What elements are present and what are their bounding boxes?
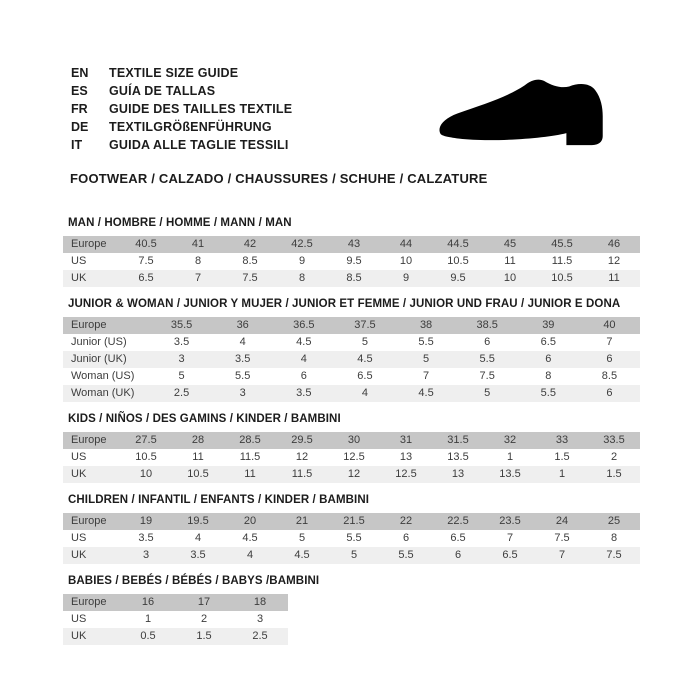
size-cell: 2.5: [173, 387, 190, 399]
size-cell: 21: [295, 515, 309, 527]
size-cell: 19.5: [187, 515, 209, 527]
table-row: [63, 466, 640, 483]
size-cell: 0.5: [140, 630, 156, 642]
size-cell: 8: [194, 255, 202, 267]
row-label: Europe: [71, 238, 107, 250]
section-title: JUNIOR & WOMAN / JUNIOR Y MUJER / JUNIOR ET FEMME / JUNIOR UND FRAU / JUNIOR E DONA: [68, 298, 621, 310]
size-table: [63, 236, 640, 287]
size-cell: 12.5: [343, 451, 365, 463]
category-heading: FOOTWEAR / CALZADO / CHAUSSURES / SCHUHE / CALZATURE: [70, 171, 488, 186]
size-cell: 36.5: [293, 319, 315, 331]
size-section: [63, 493, 640, 564]
row-label: Europe: [71, 319, 107, 331]
table-row: [63, 513, 640, 530]
size-cell: 10: [139, 468, 153, 480]
language-label: TEXTILE SIZE GUIDE: [109, 66, 239, 80]
size-cell: 44.5: [447, 238, 469, 250]
size-cell: 13.5: [499, 468, 521, 480]
size-cell: 8: [545, 370, 552, 382]
size-cell: 44: [399, 238, 413, 250]
section-title: KIDS / NIÑOS / DES GAMINS / KINDER / BAMBINI: [68, 413, 341, 425]
size-cell: 1: [558, 468, 566, 480]
language-row: [71, 82, 292, 100]
language-label: TEXTILGRÖßENFÜHRUNG: [109, 120, 272, 134]
size-cell: 4.5: [418, 387, 434, 399]
size-cell: 11: [504, 255, 516, 267]
table-row: [63, 449, 640, 466]
size-cell: 38.5: [476, 319, 498, 331]
table-row: [63, 385, 640, 402]
size-cell: 23.5: [499, 515, 521, 527]
size-cell: 41: [191, 238, 205, 250]
table-row: [63, 351, 640, 368]
size-cell: 16: [141, 596, 155, 608]
size-cell: 4: [239, 336, 246, 348]
table-row: [63, 317, 640, 334]
size-cell: 3: [239, 387, 246, 399]
table-row: [63, 270, 640, 287]
size-cell: 6.5: [450, 532, 466, 544]
row-label: Junior (US): [71, 336, 127, 348]
size-cell: 7: [558, 549, 566, 561]
size-cell: 2: [610, 451, 618, 463]
size-cell: 9: [298, 255, 306, 267]
table-row: [63, 628, 288, 645]
row-label: US: [71, 255, 87, 267]
size-cell: 29.5: [291, 434, 313, 446]
size-cell: 6: [606, 387, 613, 399]
size-cell: 21.5: [343, 515, 365, 527]
language-row: [71, 64, 292, 82]
language-code: ES: [71, 84, 88, 98]
size-cell: 5.5: [398, 549, 414, 561]
section-title: MAN / HOMBRE / HOMME / MANN / MAN: [68, 217, 292, 229]
size-cell: 28.5: [239, 434, 261, 446]
language-row: [71, 100, 292, 118]
size-cell: 6.5: [357, 370, 373, 382]
size-table: [63, 432, 640, 483]
size-cell: 5.5: [346, 532, 362, 544]
row-label: UK: [71, 549, 87, 561]
size-cell: 25: [607, 515, 621, 527]
size-cell: 10.5: [187, 468, 209, 480]
size-cell: 18: [253, 596, 267, 608]
size-cell: 6.5: [138, 272, 154, 284]
header-area: [63, 64, 640, 161]
size-cell: 36: [236, 319, 249, 331]
language-label: GUIDE DES TAILLES TEXTILE: [109, 102, 293, 116]
size-cell: 13.5: [447, 451, 469, 463]
size-cell: 1.5: [606, 468, 622, 480]
size-cell: 33: [555, 434, 569, 446]
row-label: US: [71, 451, 87, 463]
size-cell: 9.5: [450, 272, 466, 284]
size-cell: 11: [608, 272, 620, 284]
size-cell: 13: [451, 468, 465, 480]
size-cell: 40.5: [135, 238, 157, 250]
table-row: [63, 253, 640, 270]
size-cell: 39: [542, 319, 555, 331]
size-section: [63, 297, 640, 402]
size-cell: 19: [139, 515, 153, 527]
table-row: [63, 547, 640, 564]
size-cell: 4.5: [242, 532, 258, 544]
size-table: [63, 317, 640, 402]
size-cell: 5: [361, 336, 368, 348]
table-row: [63, 334, 640, 351]
language-code: EN: [71, 66, 89, 80]
language-label: GUIDA ALLE TAGLIE TESSILI: [109, 138, 289, 152]
section-title: BABIES / BEBÉS / BÉBÉS / BABYS /BAMBINI: [68, 575, 320, 587]
size-cell: 5: [298, 532, 306, 544]
language-code: FR: [71, 102, 88, 116]
size-tables: [63, 216, 640, 645]
size-cell: 5: [423, 353, 430, 365]
size-cell: 17: [197, 596, 211, 608]
size-cell: 4: [361, 387, 368, 399]
size-cell: 40: [603, 319, 616, 331]
size-cell: 5.5: [235, 370, 251, 382]
shoe-icon: [435, 66, 640, 161]
language-row: [71, 118, 292, 136]
table-row: [63, 236, 640, 253]
size-cell: 1.5: [196, 630, 212, 642]
size-cell: 8.5: [346, 272, 362, 284]
size-cell: 12.5: [395, 468, 417, 480]
size-cell: 3.5: [235, 353, 251, 365]
size-cell: 7: [606, 336, 613, 348]
size-cell: 33.5: [603, 434, 625, 446]
size-cell: 30: [347, 434, 361, 446]
size-cell: 7: [194, 272, 202, 284]
size-cell: 1: [506, 451, 514, 463]
size-cell: 5: [484, 387, 491, 399]
size-cell: 3.5: [296, 387, 312, 399]
size-section: [63, 412, 640, 483]
language-label: GUÍA DE TALLAS: [109, 84, 216, 98]
size-section: [63, 216, 640, 287]
row-label: UK: [71, 272, 87, 284]
table-row: [63, 530, 640, 547]
table-row: [63, 611, 288, 628]
size-cell: 7.5: [479, 370, 495, 382]
size-cell: 10.5: [551, 272, 573, 284]
table-row: [63, 368, 640, 385]
size-cell: 12: [347, 468, 361, 480]
size-cell: 10: [399, 255, 413, 267]
size-cell: 6: [300, 370, 307, 382]
size-cell: 6: [454, 549, 462, 561]
size-cell: 4: [194, 532, 202, 544]
size-cell: 42.5: [291, 238, 313, 250]
language-code: IT: [71, 138, 83, 152]
row-label: Europe: [71, 596, 107, 608]
size-cell: 8.5: [601, 370, 618, 382]
row-label: Woman (UK): [71, 387, 135, 399]
size-cell: 3: [142, 549, 150, 561]
size-cell: 20: [243, 515, 257, 527]
size-cell: 46: [607, 238, 621, 250]
size-cell: 5: [350, 549, 358, 561]
size-cell: 11.5: [239, 451, 261, 463]
size-cell: 31.5: [447, 434, 469, 446]
size-cell: 28: [191, 434, 205, 446]
table-row: [63, 594, 288, 611]
size-cell: 11: [192, 451, 204, 463]
size-cell: 6.5: [502, 549, 518, 561]
size-cell: 6: [606, 353, 613, 365]
size-cell: 2: [200, 613, 208, 625]
size-cell: 3.5: [190, 549, 206, 561]
size-cell: 7.5: [138, 255, 154, 267]
row-label: Europe: [71, 515, 107, 527]
size-cell: 4.5: [294, 549, 310, 561]
size-cell: 5.5: [418, 336, 434, 348]
language-row: [71, 136, 292, 154]
size-cell: 1: [144, 613, 152, 625]
size-table: [63, 513, 640, 564]
size-cell: 3.5: [173, 336, 190, 348]
size-cell: 10.5: [447, 255, 469, 267]
row-label: Woman (US): [71, 370, 135, 382]
size-cell: 43: [347, 238, 361, 250]
size-cell: 4: [246, 549, 254, 561]
row-label: UK: [71, 630, 87, 642]
size-cell: 37.5: [354, 319, 376, 331]
size-cell: 3: [256, 613, 264, 625]
size-cell: 38: [419, 319, 433, 331]
size-cell: 11.5: [551, 255, 573, 267]
size-cell: 6: [545, 353, 552, 365]
size-cell: 6: [484, 336, 491, 348]
size-cell: 22.5: [447, 515, 469, 527]
section-title: CHILDREN / INFANTIL / ENFANTS / KINDER / BAMBINI: [68, 494, 370, 506]
size-cell: 2.5: [252, 630, 268, 642]
size-cell: 8.5: [242, 255, 258, 267]
size-cell: 1.5: [554, 451, 570, 463]
size-cell: 4.5: [357, 353, 373, 365]
size-cell: 6.5: [540, 336, 556, 348]
size-cell: 9.5: [346, 255, 362, 267]
size-cell: 12: [607, 255, 621, 267]
size-cell: 5.5: [479, 353, 495, 365]
size-cell: 22: [399, 515, 413, 527]
size-cell: 13: [399, 451, 413, 463]
size-cell: 4.5: [296, 336, 312, 348]
size-cell: 10.5: [135, 451, 157, 463]
size-cell: 9: [402, 272, 410, 284]
size-cell: 8: [298, 272, 306, 284]
size-cell: 7: [506, 532, 514, 544]
language-list: [63, 64, 292, 154]
row-label: UK: [71, 468, 87, 480]
table-row: [63, 432, 640, 449]
row-label: Europe: [71, 434, 107, 446]
size-cell: 4: [300, 353, 307, 365]
size-cell: 31: [399, 434, 413, 446]
size-cell: 11.5: [291, 468, 313, 480]
row-label: US: [71, 613, 87, 625]
size-cell: 24: [555, 515, 569, 527]
size-cell: 45.5: [551, 238, 573, 250]
size-table: [63, 594, 288, 645]
language-code: DE: [71, 120, 89, 134]
size-cell: 5: [178, 370, 185, 382]
size-cell: 27.5: [135, 434, 157, 446]
size-cell: 5.5: [540, 387, 556, 399]
size-cell: 8: [610, 532, 618, 544]
size-cell: 7.5: [606, 549, 622, 561]
size-cell: 45: [503, 238, 517, 250]
size-cell: 12: [295, 451, 309, 463]
row-label: US: [71, 532, 87, 544]
row-label: Junior (UK): [71, 353, 127, 365]
size-cell: 6: [402, 532, 410, 544]
size-cell: 7: [423, 370, 430, 382]
size-cell: 10: [503, 272, 517, 284]
size-cell: 7.5: [242, 272, 258, 284]
size-cell: 42: [243, 238, 257, 250]
size-cell: 35.5: [170, 319, 193, 331]
size-cell: 7.5: [554, 532, 570, 544]
size-cell: 3: [178, 353, 185, 365]
size-cell: 11: [244, 468, 256, 480]
size-cell: 32: [503, 434, 517, 446]
size-section: [63, 574, 640, 645]
size-cell: 3.5: [138, 532, 154, 544]
